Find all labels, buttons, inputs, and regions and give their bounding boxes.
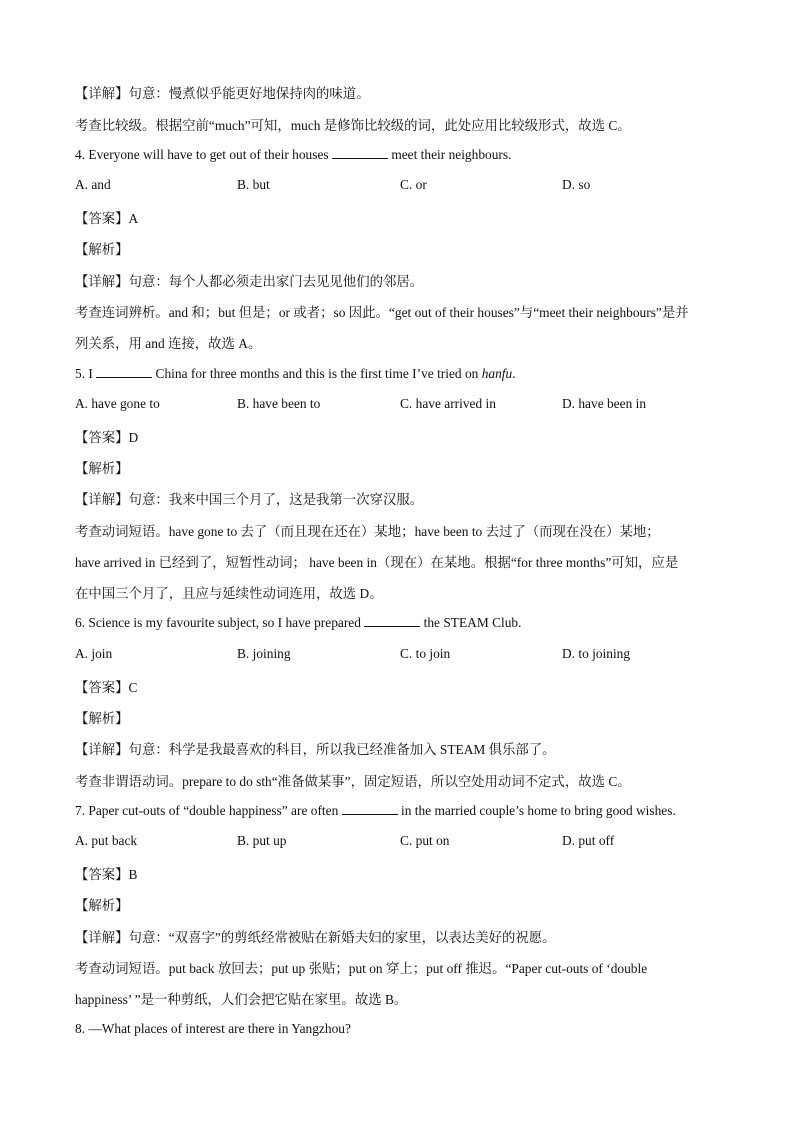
question-5-text-mid: China for three months and this is the first time I’ve tried on — [152, 366, 482, 381]
q7-explanation-analysis-2: happiness’ ”是一种剪纸，人们会把它贴在家里。故选 B。 — [75, 992, 408, 1007]
q5-option-a: A. have gone to — [75, 396, 160, 411]
q4-explanation-analysis-1: 考查连词辨析。and 和；but 但是；or 或者；so 因此。“get out of their houses”与“meet their neighbours”是并 — [75, 305, 689, 320]
q4-option-b: B. but — [237, 177, 270, 192]
q7-option-a: A. put back — [75, 833, 138, 848]
q7-option-b: B. put up — [237, 833, 287, 848]
q5-option-b: B. have been to — [237, 396, 321, 411]
q6-option-d: D. to joining — [562, 646, 631, 661]
q6-option-c: C. to join — [400, 646, 451, 661]
question-5-text-start: 5. I — [75, 366, 97, 381]
answer-blank — [342, 802, 398, 815]
q4-analysis-heading: 【解析】 — [75, 242, 129, 257]
q4-option-c: C. or — [400, 177, 427, 192]
q3-explanation-analysis: 考查比较级。根据空前“much”可知，much 是修饰比较级的词，此处应用比较级形式，故选 C。 — [75, 118, 631, 133]
q6-explanation-meaning: 【详解】句意：科学是我最喜欢的科目，所以我已经准备加入 STEAM 俱乐部了。 — [75, 742, 556, 757]
q6-analysis-heading: 【解析】 — [75, 711, 129, 726]
q7-explanation-meaning: 【详解】句意：“双喜字”的剪纸经常被贴在新婚夫妇的家里，以表达美好的祝愿。 — [75, 930, 556, 945]
q4-option-d: D. so — [562, 177, 591, 192]
question-7-text-end: in the married couple’s home to bring good wishes. — [397, 803, 676, 818]
q5-option-c: C. have arrived in — [400, 396, 496, 411]
q4-option-a: A. and — [75, 177, 111, 192]
q7-option-d: D. put off — [562, 833, 615, 848]
question-6-text-end: the STEAM Club. — [420, 615, 522, 630]
q5-explanation-analysis-1: 考查动词短语。have gone to 去了（而且现在还在）某地；have been to 去过了（而现在没在）某地； — [75, 524, 660, 539]
q7-explanation-analysis-1: 考查动词短语。put back 放回去；put up 张贴；put on 穿上；put off 推迟。“Paper cut-outs of ‘double — [75, 961, 648, 976]
q4-explanation-analysis-2: 列关系，用 and 连接，故选 A。 — [75, 336, 262, 351]
answer-blank — [332, 146, 388, 159]
question-7 — [75, 802, 676, 819]
q6-explanation-analysis: 考查非谓语动词。prepare to do sth“准备做某事”，固定短语，所以空处用动词不定式，故选 C。 — [75, 774, 631, 789]
q6-option-b: B. joining — [237, 646, 291, 661]
question-6-text-start: 6. Science is my favourite subject, so I have prepared — [75, 615, 365, 630]
q5-explanation-analysis-2: have arrived in 已经到了，短暂性动词； have been in（现在）在某地。根据“for three months”可知，应是 — [75, 555, 679, 570]
question-5-italic-word: hanfu — [481, 366, 513, 381]
question-4 — [75, 146, 511, 163]
q4-explanation-meaning: 【详解】句意：每个人都必须走出家门去见见他们的邻居。 — [75, 274, 424, 289]
q6-answer: 【答案】C — [75, 680, 138, 695]
question-8: 8. —What places of interest are there in Yangzhou? — [75, 1021, 351, 1036]
answer-blank — [96, 365, 152, 378]
question-6 — [75, 614, 521, 631]
q4-answer: 【答案】A — [75, 211, 139, 226]
q5-analysis-heading: 【解析】 — [75, 461, 129, 476]
q7-analysis-heading: 【解析】 — [75, 898, 129, 913]
question-5-text-end: . — [512, 366, 516, 381]
q5-answer: 【答案】D — [75, 430, 139, 445]
q7-option-c: C. put on — [400, 833, 450, 848]
question-7-text-start: 7. Paper cut-outs of “double happiness” are often — [75, 803, 342, 818]
question-4-text-end: meet their neighbours. — [387, 147, 512, 162]
q5-option-d: D. have been in — [562, 396, 647, 411]
question-5 — [75, 365, 516, 382]
q3-explanation-meaning: 【详解】句意：慢煮似乎能更好地保持肉的味道。 — [75, 86, 370, 101]
answer-blank — [364, 614, 420, 627]
question-4-text-start: 4. Everyone will have to get out of their houses — [75, 147, 332, 162]
q5-explanation-meaning: 【详解】句意：我来中国三个月了，这是我第一次穿汉服。 — [75, 492, 424, 507]
q5-explanation-analysis-3: 在中国三个月了，且应与延续性动词连用，故选 D。 — [75, 586, 383, 601]
q6-option-a: A. join — [75, 646, 113, 661]
q7-answer: 【答案】B — [75, 867, 138, 882]
